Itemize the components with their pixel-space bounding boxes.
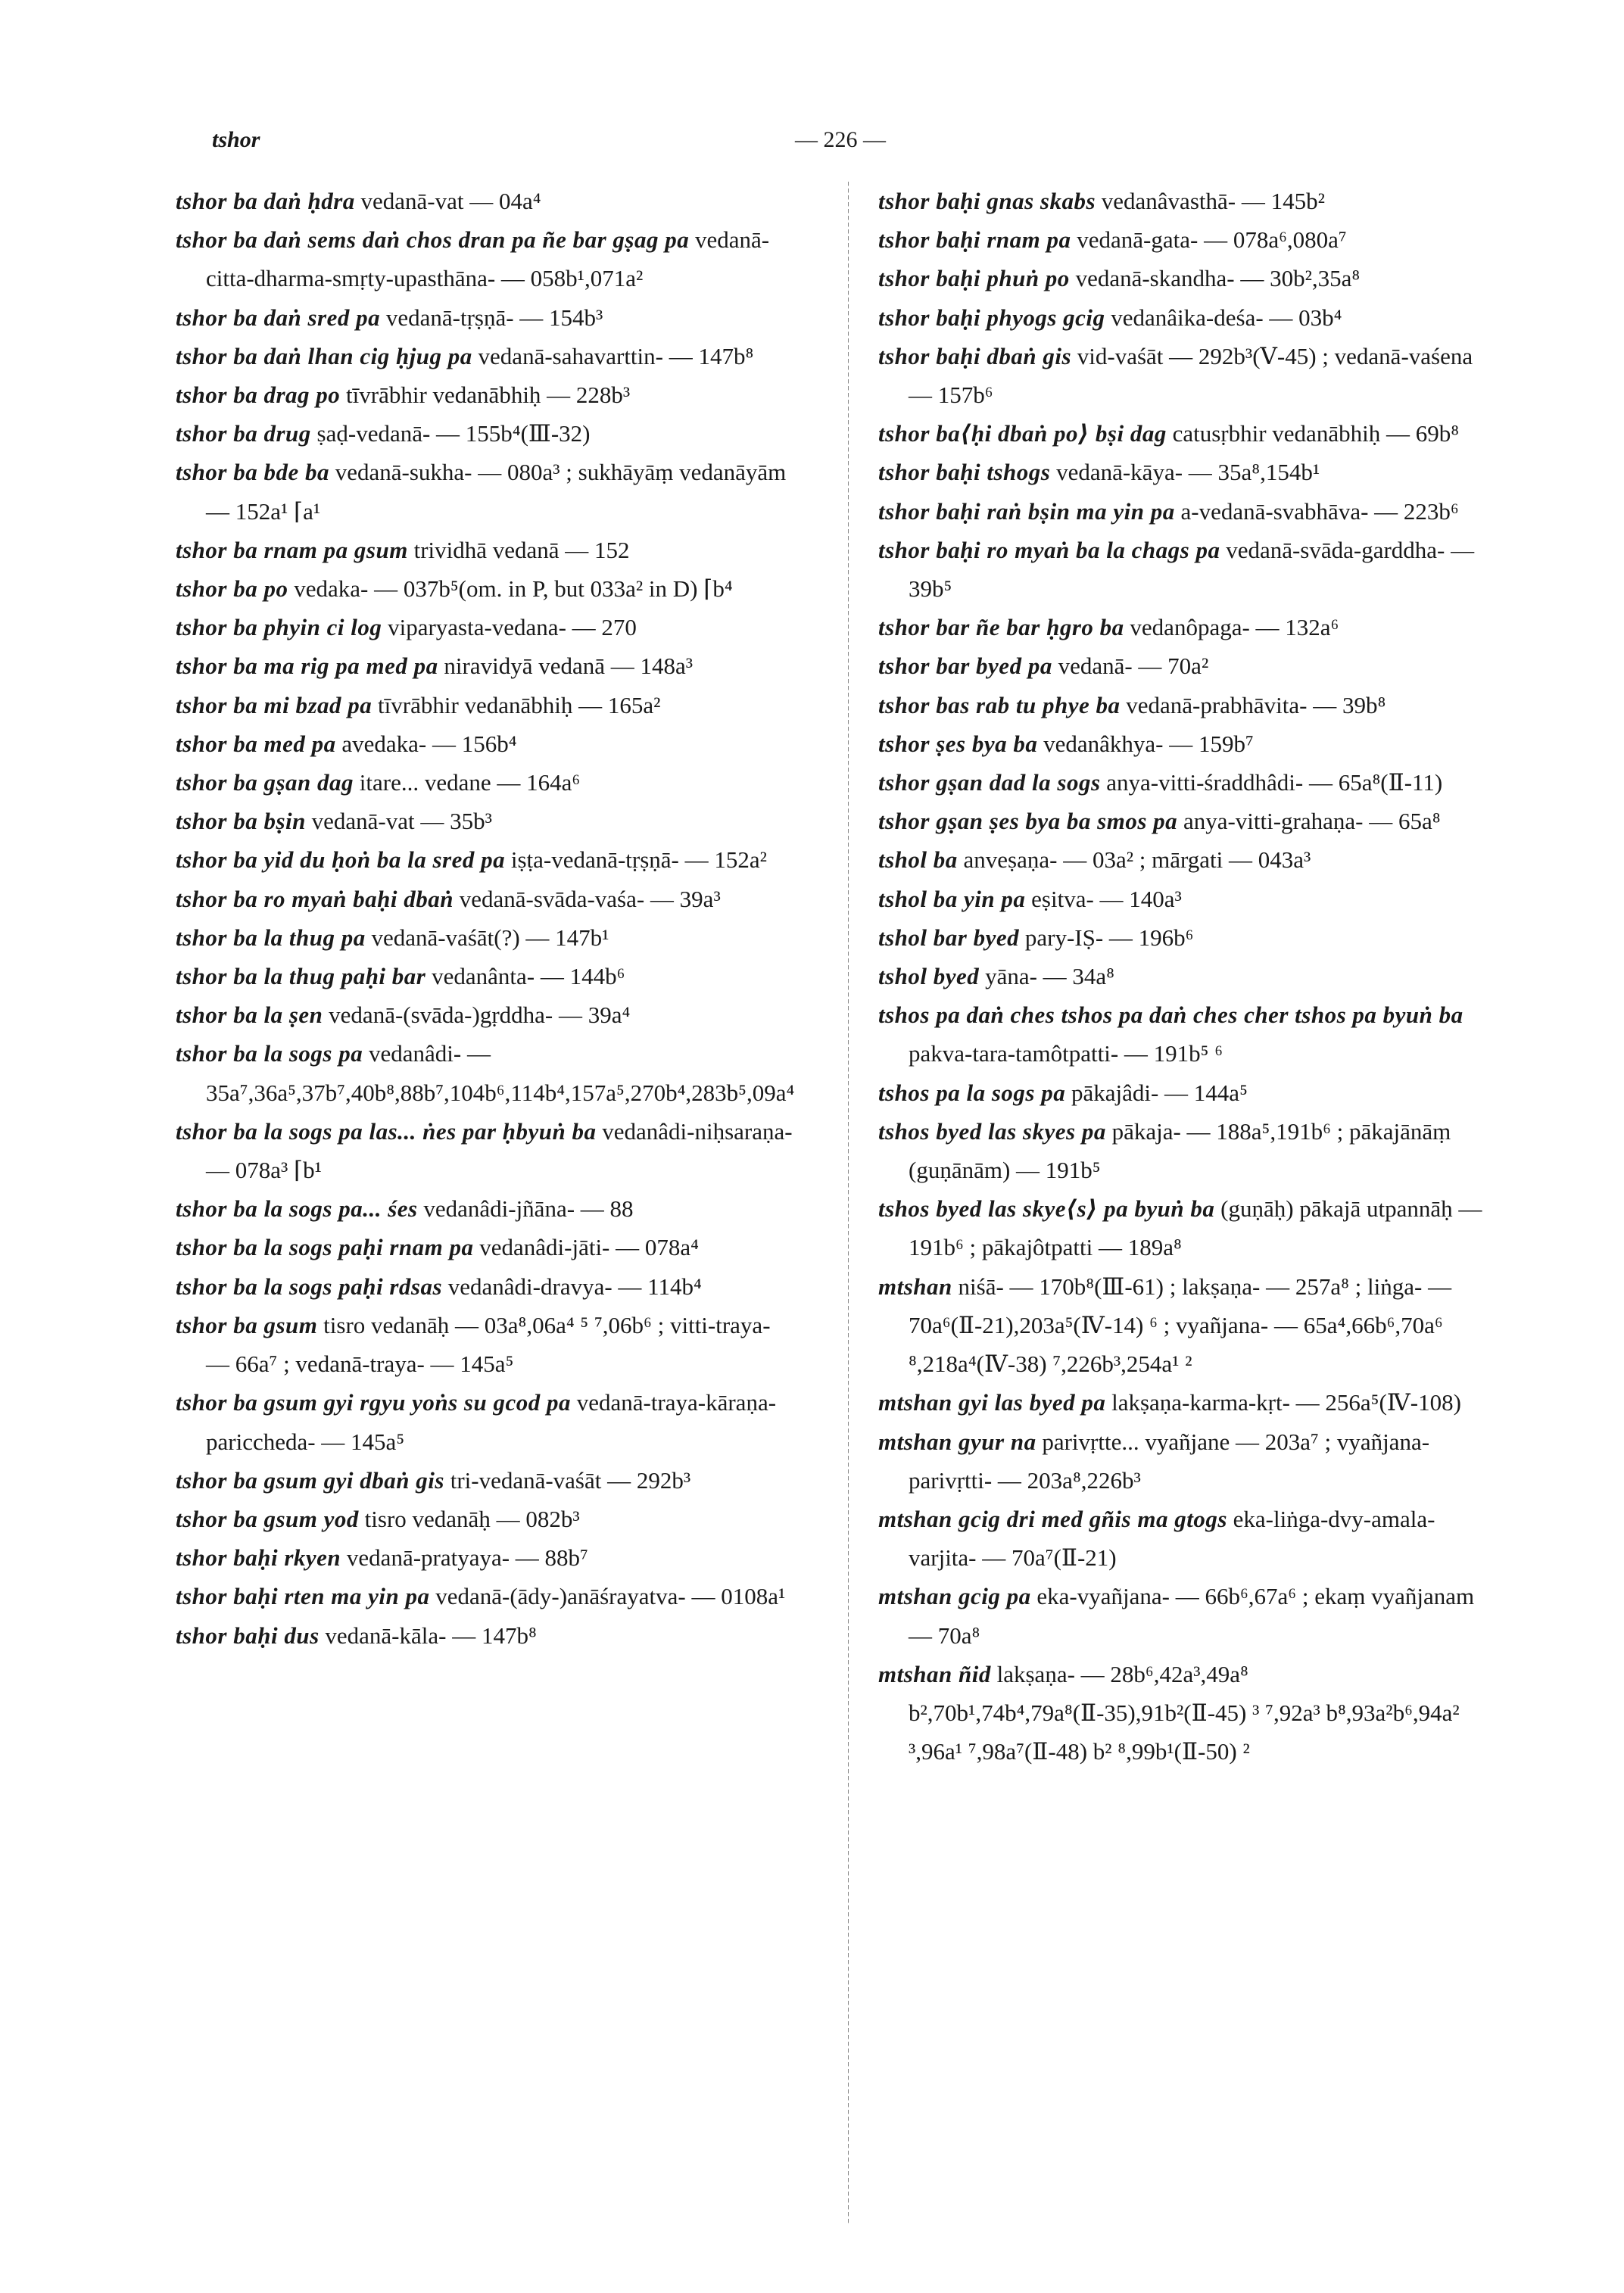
entry-definition: vedaka- — 037b⁵(om. in P, but 033a² in D) ⌈b⁴ [294,575,733,603]
entry-definition: vedanâvasthā- — 145b² [1101,188,1325,214]
entry-term: tshor ba la ṣen [176,1002,323,1029]
entry-term: mtshan gyi las byed pa [878,1389,1106,1416]
entry-definition: pākaja- — 188a⁵,191b⁶ ; pākajānāṃ (guṇānām) — 191b⁵ [909,1117,1457,1184]
entry-term: tshor baḥi raṅ bṣin ma yin pa [878,497,1175,525]
entry-definition: parivṛtte... vyañjane — 203a⁷ ; vyañjana-parivṛtti- — 203a⁸,226b³ [909,1428,1430,1494]
dictionary-entry [176,918,796,957]
entry-definition: pakva-tara-tamôtpatti- — 191b⁵ ⁶ [909,1040,1223,1067]
entry-definition: viparyasta-vedana- — 270 [388,614,637,641]
entry-definition: anveṣaṇa- — 03a² ; mārgati — 043a³ [963,846,1311,874]
dictionary-entry [878,492,1499,531]
dictionary-entry [176,337,796,375]
entry-definition: tisro vedanāḥ — 03a⁸,06a⁴ ⁵ ⁷,06b⁶ ; vitti-traya- — 66a⁷ ; vedanā-traya- — 145a⁵ [206,1311,777,1378]
entry-term: tshor ba mi bzad pa [176,691,372,718]
entry-term: tshor baḥi gnas skabs [878,188,1096,214]
dictionary-entry [878,298,1499,337]
entry-definition: tīvrābhir vedanābhiḥ — 165a² [378,691,661,718]
dictionary-entry [176,608,796,646]
entry-term: tshos pa la sogs pa [878,1079,1066,1106]
dictionary-entry [878,646,1499,685]
entry-definition: iṣṭa-vedanā-tṛṣṇā- — 152a² [510,846,767,874]
dictionary-entry [878,763,1499,802]
entry-definition: vedanā-kāla- — 147b⁸ [325,1622,537,1649]
entry-term: tshor baḥi rnam pa [878,226,1071,254]
dictionary-entry [878,531,1499,608]
entry-definition: anya-vitti-śraddhâdi- — 65a⁸(Ⅱ-11) [1106,769,1443,796]
entry-term: tshor ba phyin ci log [176,614,382,641]
entry-term: tshor ba po [176,575,288,603]
entry-term: tshos byed las skye⟨s⟩ pa byuṅ ba [878,1195,1215,1223]
entry-term: tshor ba gṣan dag [176,769,354,796]
entry-definition: (guṇāḥ) pākajā utpannāḥ — 191b⁶ ; pākajôtpatti — 189a⁸ [909,1195,1488,1261]
entry-definition: vedanâika-deśa- — 03b⁴ [1111,304,1342,331]
entry-term: tshor ba daṅ sred pa [176,304,381,331]
dictionary-entry [176,1500,796,1538]
entry-term: mtshan [878,1273,952,1300]
dictionary-entry [176,995,796,1034]
entry-definition: vedanā-svāda-garddha- — 39b⁵ [909,536,1480,603]
dictionary-entry [878,686,1499,724]
entry-term: tshor ba la thug pa [176,924,366,951]
entry-definition: vedanā-vat — 35b³ [311,808,492,835]
entry-term: tshor ba rnam pa gsum [176,536,408,563]
entry-term: tshor ba daṅ lhan cig ḥjug pa [176,342,472,369]
entry-term: tshor bar byed pa [878,653,1052,680]
entry-term: tshor baḥi rkyen [176,1544,341,1572]
entry-term: tshor ba bde ba [176,459,329,486]
entry-definition: vedanā-prabhāvita- — 39b⁸ [1126,691,1386,718]
dictionary-entry [878,1655,1499,1771]
entry-term: tshor ba ro myaṅ baḥi dbaṅ [176,885,454,912]
left-column [176,182,799,1655]
dictionary-entry [878,957,1499,995]
entry-term: tshor ba bṣin [176,808,306,835]
dictionary-entry [176,646,796,685]
entry-term: tshor ba drag po [176,382,341,409]
entry-term: mtshan gcig dri med gñis ma gtogs [878,1505,1227,1532]
entry-definition: vedanā-vat — 04a⁴ [360,188,541,214]
dictionary-entry [878,840,1499,879]
dictionary-entry [878,880,1499,918]
entry-definition: vedanâdi-dravya- — 114b⁴ [447,1273,702,1300]
entry-term: tshol bar byed [878,924,1020,951]
entry-term: tshor baḥi rten ma yin pa [176,1583,430,1610]
entry-term: tshor ba med pa [176,730,336,757]
entry-definition: trividhā vedanā — 152 [413,536,630,563]
entry-definition: vedanôpaga- — 132a⁶ [1130,614,1339,641]
dictionary-entry [878,802,1499,840]
entry-definition: vedanā-skandha- — 30b²,35a⁸ [1075,265,1361,292]
dictionary-entry [176,1616,796,1655]
dictionary-entry [176,802,796,840]
dictionary-entry [878,1267,1499,1384]
entry-definition: lakṣaṇa- — 28b⁶,42a³,49a⁸ b²,70b¹,74b⁴,79a⁸(Ⅱ-35),91b²(Ⅱ-45) ³ ⁷,92a³ b⁸,93a²b⁶,94a² ³,96a¹ ⁷,98a⁷(Ⅱ-48) b² ⁸,99b¹(Ⅱ-50) ² [909,1660,1466,1765]
entry-term: tshor ba la sogs pa las... ṅes par ḥbyuṅ ba [176,1117,597,1145]
entry-term: tshor ba la thug paḥi bar [176,963,426,990]
dictionary-entry [176,182,796,220]
dictionary-entry [176,375,796,414]
entry-term: tshos byed las skyes pa [878,1117,1106,1145]
entry-definition: vedanā-(svāda-)gṛddha- — 39a⁴ [329,1002,631,1029]
column-divider [848,182,849,2226]
entry-term: mtshan gcig pa [878,1583,1031,1610]
entry-term: tshor ba la sogs pa [176,1040,363,1067]
entry-term: mtshan gyur na [878,1428,1036,1455]
entry-definition: vedanâdi-jāti- — 078a⁴ [479,1234,699,1261]
entry-term: tshor baḥi ro myaṅ ba la chags pa [878,536,1220,563]
entry-term: tshor ba gsum yod [176,1505,359,1532]
dictionary-entry [176,1112,799,1189]
entry-definition: vedanā-traya-kāraṇa-pariccheda- — 145a⁵ [206,1389,777,1455]
entry-definition: vedanā-gata- — 078a⁶,080a⁷ [1077,226,1347,254]
entry-definition: vedanā-sahavarttin- — 147b⁸ [478,342,754,369]
dictionary-entry [878,220,1499,259]
dictionary-entry [878,259,1499,298]
dictionary-entry [878,337,1499,414]
dictionary-entry [176,763,796,802]
entry-term: tshor ba la sogs pa... śes [176,1195,418,1223]
entry-term: tshor ba gsum gyi rgyu yoṅs su gcod pa [176,1389,571,1416]
dictionary-entry [878,1189,1499,1266]
dictionary-entry [176,531,796,569]
dictionary-entry [878,414,1499,453]
entry-definition: a-vedanā-svabhāva- — 223b⁶ [1180,497,1459,525]
entry-definition: catusṛbhir vedanābhiḥ — 69b⁸ [1172,420,1459,447]
dictionary-entry [176,880,796,918]
right-column [878,182,1499,1771]
entry-definition: vid-vaśāt — 292b³(Ⅴ-45) ; vedanā-vaśena — 157b⁶ [909,342,1479,409]
dictionary-entry [176,1306,796,1383]
entry-term: tshor ba ma rig pa med pa [176,653,438,680]
dictionary-entry [878,608,1499,646]
entry-definition: eka-liṅga-dvy-amala-varjita- — 70a⁷(Ⅱ-21) [909,1505,1435,1572]
entry-term: tshor ba daṅ ḥdra [176,188,355,214]
entry-definition: itare... vedane — 164a⁶ [359,769,581,796]
entry-term: tshor gṣan dad la sogs [878,769,1101,796]
entry-definition: vedanā-tṛṣṇā- — 154b³ [385,304,603,331]
entry-definition: vedanā-vaśāt(?) — 147b¹ [371,924,609,951]
entry-definition: vedanâkhya- — 159b⁷ [1043,730,1254,757]
dictionary-entry [176,1461,796,1500]
entry-term: tshor baḥi phyogs gcig [878,304,1105,331]
entry-term: tshor ba la sogs paḥi rdsas [176,1273,443,1300]
dictionary-entry [176,1228,796,1266]
entry-definition: tisro vedanāḥ — 082b³ [364,1505,580,1532]
entry-term: tshor baḥi phuṅ po [878,265,1070,292]
entry-definition: yāna- — 34a⁸ [985,963,1114,990]
entry-definition: vedanā-sukha- — 080a³ ; sukhāyāṃ vedanāyām — 152a¹ ⌈a¹ [206,459,793,525]
entry-definition: vedanā-(ādy-)anāśrayatva- — 0108a¹ [435,1583,786,1610]
entry-definition: eka-vyañjana- — 66b⁶,67a⁶ ; ekaṃ vyañjanam — 70a⁸ [909,1583,1480,1649]
entry-definition: vedanâdi-jñāna- — 88 [423,1195,634,1223]
entry-term: tshos pa daṅ ches tshos pa daṅ ches cher tshos pa byuṅ ba [878,1002,1463,1029]
entry-term: tshor ṣes bya ba [878,730,1038,757]
dictionary-entry [176,220,796,298]
dictionary-entry [176,1267,796,1306]
dictionary-entry [176,569,796,608]
entry-term: tshor ba drug [176,420,311,447]
dictionary-entry [176,724,796,763]
entry-definition: pākajâdi- — 144a⁵ [1071,1079,1248,1106]
entry-term: mtshan ñid [878,1660,991,1687]
entry-definition: anya-vitti-grahaṇa- — 65a⁸ [1183,808,1441,835]
entry-definition: pary-IṢ- — 196b⁶ [1024,924,1194,951]
entry-term: tshor ba gsum gyi dbaṅ gis [176,1466,444,1494]
entry-definition: vedanā- — 70a² [1058,653,1209,680]
dictionary-entry [878,1577,1499,1654]
entry-definition: vedanâdi- — 35a⁷,36a⁵,37b⁷,40b⁸,88b⁷,104b⁶,114b⁴,157a⁵,270b⁴,283b⁵,09a⁴ [206,1040,795,1106]
entry-term: tshor baḥi dus [176,1622,320,1649]
entry-term: tshor ba la sogs paḥi rnam pa [176,1234,474,1261]
entry-term: tshor bar ñe bar ḥgro ba [878,614,1124,641]
entry-term: tshol ba yin pa [878,885,1026,912]
dictionary-entry [176,686,796,724]
entry-term: tshor bas rab tu phye ba [878,691,1121,718]
entry-definition: niśā- — 170b⁸(Ⅲ-61) ; lakṣaṇa- — 257a⁸ ; liṅga- — 70a⁶(Ⅱ-21),203a⁵(Ⅳ-14) ⁶ ; vyañjana- — 65a⁴,66b⁶,70a⁶ ⁸,218a⁴(Ⅳ-38) ⁷,226b³,254a¹ ² [909,1273,1457,1378]
dictionary-entry [878,918,1499,957]
entry-term: tshor ba gsum [176,1311,318,1338]
dictionary-entry [176,298,796,337]
dictionary-entry [176,1538,796,1577]
dictionary-entry [878,1422,1499,1500]
entry-term: tshor ba⟨ḥi dbaṅ po⟩ bṣi dag [878,420,1167,447]
page-number: — 226 — [795,127,886,152]
dictionary-entry [176,1189,796,1228]
entry-term: tshor gṣan ṣes bya ba smos pa [878,808,1178,835]
entry-definition: ṣaḍ-vedanā- — 155b⁴(Ⅲ-32) [316,420,591,447]
entry-term: tshol byed [878,963,980,990]
dictionary-entry [878,182,1499,220]
entry-term: tshor ba daṅ sems daṅ chos dran pa ñe bar gṣag pa [176,226,690,254]
dictionary-entry [878,453,1499,491]
entry-definition: vedanā-kāya- — 35a⁸,154b¹ [1056,459,1320,486]
dictionary-entry [878,1073,1499,1112]
dictionary-entry [878,724,1499,763]
dictionary-entry [176,1383,796,1460]
dictionary-entry [176,957,796,995]
entry-definition: vedanâdi-niḥsaraṇa- — 078a³ ⌈b¹ [206,1117,799,1184]
entry-definition: tri-vedanā-vaśāt — 292b³ [450,1466,691,1494]
entry-definition: avedaka- — 156b⁴ [341,730,517,757]
dictionary-entry [176,453,796,530]
entry-term: tshor ba yid du ḥoṅ ba la sred pa [176,846,506,874]
entry-definition: lakṣaṇa-karma-kṛt- — 256a⁵(Ⅳ-108) [1111,1389,1461,1416]
entry-term: tshor baḥi tshogs [878,459,1051,486]
entry-term: tshol ba [878,846,958,874]
dictionary-entry [878,995,1499,1073]
dictionary-entry [176,414,796,453]
entry-definition: vedanā-svāda-vaśa- — 39a³ [459,885,721,912]
entry-definition: niravidyā vedanā — 148a³ [444,653,694,680]
entry-definition: vedanā-citta-dharma-smṛty-upasthāna- — 058b¹,071a² [206,226,770,292]
dictionary-entry [176,840,796,879]
dictionary-entry [878,1500,1499,1577]
running-head: tshor [212,127,260,152]
entry-definition: vedanā-pratyaya- — 88b⁷ [346,1544,588,1572]
dictionary-entry [878,1383,1499,1422]
dictionary-entry [878,1112,1499,1189]
dictionary-entry [176,1034,796,1111]
entry-definition: vedanânta- — 144b⁶ [432,963,625,990]
entry-definition: eṣitva- — 140a³ [1031,885,1182,912]
dictionary-entry [176,1577,796,1615]
entry-definition: tīvrābhir vedanābhiḥ — 228b³ [346,382,631,409]
entry-term: tshor baḥi dbaṅ gis [878,342,1072,369]
